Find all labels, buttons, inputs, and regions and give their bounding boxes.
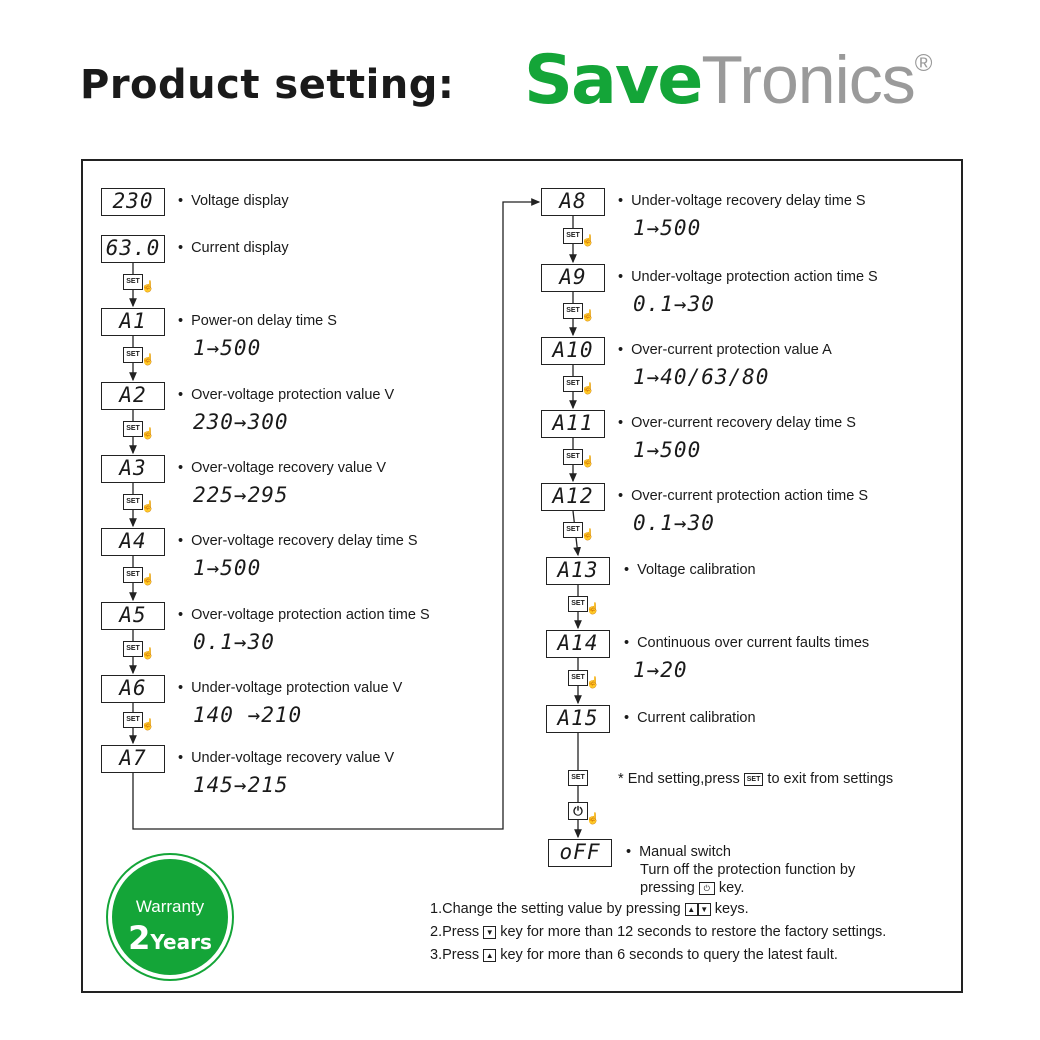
note-3-text-after: key for more than 6 seconds to query the latest fault.	[500, 947, 838, 963]
step-description	[178, 607, 430, 623]
bullet: •	[618, 342, 624, 358]
column-connector	[133, 202, 539, 829]
set-key-icon: SET	[123, 421, 143, 437]
display-a15: A15	[546, 705, 610, 733]
set-key-icon: SET	[123, 567, 143, 583]
warranty-badge	[108, 855, 232, 979]
off-desc-line1: Manual switch	[639, 844, 731, 860]
step-description	[178, 533, 418, 549]
bullet: •	[178, 313, 184, 329]
off-description: • Manual switch Turn off the protection function by pressing ⏻ key.	[626, 844, 856, 896]
warranty-unit: Years	[150, 930, 212, 954]
step-description-text: Current display	[191, 240, 289, 256]
finger-press-icon: ☝	[141, 574, 155, 586]
step-description-text: Over-current protection action time S	[631, 488, 869, 504]
bullet: •	[618, 488, 624, 504]
step-range: 0.1→30	[633, 511, 715, 535]
step-range: 225→295	[193, 483, 289, 507]
bullet: •	[178, 750, 184, 766]
warranty-years	[112, 919, 228, 957]
step-description-text: Over-voltage recovery delay time S	[191, 533, 418, 549]
display-a3: A3	[101, 455, 165, 483]
step-range: 145→215	[193, 773, 289, 797]
finger-press-icon: ☝	[141, 648, 155, 660]
note-2	[430, 924, 886, 940]
step-range: 1→500	[193, 336, 262, 360]
step-description-text: Over-voltage protection action time S	[191, 607, 430, 623]
step-description	[624, 635, 869, 651]
bullet: •	[624, 635, 630, 651]
step-description-text: Over-voltage protection value V	[191, 387, 395, 403]
step-description	[624, 562, 756, 578]
warranty-label: Warranty	[135, 897, 205, 916]
display-a10: A10	[541, 337, 605, 365]
bullet: •	[618, 269, 624, 285]
step-range: 0.1→30	[193, 630, 275, 654]
step-description	[178, 680, 402, 696]
display-a8: A8	[541, 188, 605, 216]
finger-press-icon: ☝	[141, 501, 155, 513]
display-a14: A14	[546, 630, 610, 658]
step-range: 1→40/63/80	[633, 365, 770, 389]
step-range: 0.1→30	[633, 292, 715, 316]
finger-press-icon: ☝	[141, 428, 155, 440]
display-a13: A13	[546, 557, 610, 585]
step-range: 1→500	[633, 216, 702, 240]
step-range: 1→500	[193, 556, 262, 580]
logo-bold-text: Save	[524, 41, 702, 120]
down-key-icon: ▼	[698, 903, 711, 916]
display-off: oFF	[548, 839, 612, 867]
up-key-icon: ▲	[483, 949, 496, 962]
logo-light-text: Tronics	[701, 42, 915, 118]
set-key-icon: SET	[123, 641, 143, 657]
step-description	[624, 710, 756, 726]
display-a5: A5	[101, 602, 165, 630]
step-description-text: Voltage display	[191, 193, 289, 209]
bullet: •	[178, 607, 184, 623]
step-description	[178, 193, 289, 209]
set-key-icon: SET	[563, 228, 583, 244]
step-description-text: Current calibration	[637, 710, 756, 726]
bullet: •	[178, 533, 184, 549]
finger-press-icon: ☝	[581, 529, 595, 541]
step-description	[618, 415, 856, 431]
step-description	[178, 387, 394, 403]
step-description-text: Over-current recovery delay time S	[631, 415, 856, 431]
note-1-text-after: keys.	[714, 901, 749, 917]
step-range: 230→300	[193, 410, 289, 434]
step-description	[618, 342, 832, 358]
finger-press-icon: ☝	[581, 456, 595, 468]
down-key-icon: ▼	[483, 926, 496, 939]
set-key-icon: SET	[563, 303, 583, 319]
note-1-text: 1.Change the setting value by pressing	[430, 901, 681, 917]
end-setting-note	[618, 771, 893, 787]
step-range: 140 →210	[193, 703, 303, 727]
set-key-icon: SET	[123, 494, 143, 510]
step-description-text: Over-current protection value A	[631, 342, 832, 358]
step-description	[178, 240, 289, 256]
display-a9: A9	[541, 264, 605, 292]
step-description-text: Under-voltage protection value V	[191, 680, 403, 696]
display-a1: A1	[101, 308, 165, 336]
set-key-icon: SET	[568, 770, 588, 786]
step-description-text: Under-voltage recovery delay time S	[631, 193, 866, 209]
display-a12: A12	[541, 483, 605, 511]
bullet: •	[624, 562, 630, 578]
step-range: 1→20	[633, 658, 688, 682]
registered-mark: ®	[914, 50, 933, 77]
note-3-text: 3.Press	[430, 947, 480, 963]
set-key-icon: SET	[568, 596, 588, 612]
bullet: •	[618, 415, 624, 431]
off-desc-line3-before: pressing	[640, 880, 695, 896]
finger-press-icon: ☝	[141, 354, 155, 366]
display-230: 230	[101, 188, 165, 216]
step-description	[618, 193, 866, 209]
display-a11: A11	[541, 410, 605, 438]
step-description	[618, 269, 878, 285]
step-description	[178, 750, 394, 766]
display-a7: A7	[101, 745, 165, 773]
step-description-text: Power-on delay time S	[191, 313, 337, 329]
finger-press-icon: ☝	[141, 281, 155, 293]
finger-press-icon: ☝	[586, 813, 600, 825]
bullet: •	[178, 387, 184, 403]
power-key-icon: ⏻	[699, 882, 715, 895]
step-description	[618, 488, 868, 504]
set-key-icon: SET	[123, 274, 143, 290]
step-description-text: Under-voltage protection action time S	[631, 269, 878, 285]
display-a2: A2	[101, 382, 165, 410]
set-key-icon: SET	[568, 670, 588, 686]
end-note-text-after: to exit from settings	[767, 771, 894, 787]
display-a4: A4	[101, 528, 165, 556]
step-description-text: Voltage calibration	[637, 562, 756, 578]
finger-press-icon: ☝	[581, 235, 595, 247]
step-description-text: Continuous over current faults times	[637, 635, 870, 651]
star-marker: *	[618, 771, 624, 787]
set-key-icon: SET	[563, 376, 583, 392]
off-desc-line3-after: key.	[718, 880, 745, 896]
end-note-text-before: End setting,press	[627, 771, 740, 787]
bullet: •	[178, 680, 184, 696]
finger-press-icon: ☝	[581, 310, 595, 322]
bullet: •	[178, 193, 184, 209]
step-range: 1→500	[633, 438, 702, 462]
step-description-text: Under-voltage recovery value V	[191, 750, 395, 766]
set-key-icon: SET	[123, 712, 143, 728]
note-2-text-after: key for more than 12 seconds to restore the factory settings.	[500, 924, 887, 940]
finger-press-icon: ☝	[141, 719, 155, 731]
note-2-text: 2.Press	[430, 924, 480, 940]
display-a6: A6	[101, 675, 165, 703]
bullet: •	[618, 193, 624, 209]
note-1	[430, 901, 749, 917]
step-description-text: Over-voltage recovery value V	[191, 460, 387, 476]
bullet: •	[178, 460, 184, 476]
set-key-icon: SET	[123, 347, 143, 363]
set-key-icon: SET	[563, 522, 583, 538]
off-desc-line2: Turn off the protection function by	[640, 862, 856, 878]
warranty-number: 2	[128, 919, 151, 957]
step-description	[178, 313, 337, 329]
bullet: •	[178, 240, 184, 256]
note-3	[430, 947, 838, 963]
power-key-icon: ⏻	[568, 802, 588, 820]
finger-press-icon: ☝	[586, 603, 600, 615]
up-key-icon: ▲	[685, 903, 698, 916]
finger-press-icon: ☝	[586, 677, 600, 689]
step-description	[178, 460, 386, 476]
set-key-icon: SET	[563, 449, 583, 465]
set-key-icon: SET	[744, 773, 764, 786]
bullet: •	[624, 710, 630, 726]
display-63-0: 63.0	[101, 235, 165, 263]
finger-press-icon: ☝	[581, 383, 595, 395]
page-title: Product setting:	[80, 62, 455, 108]
